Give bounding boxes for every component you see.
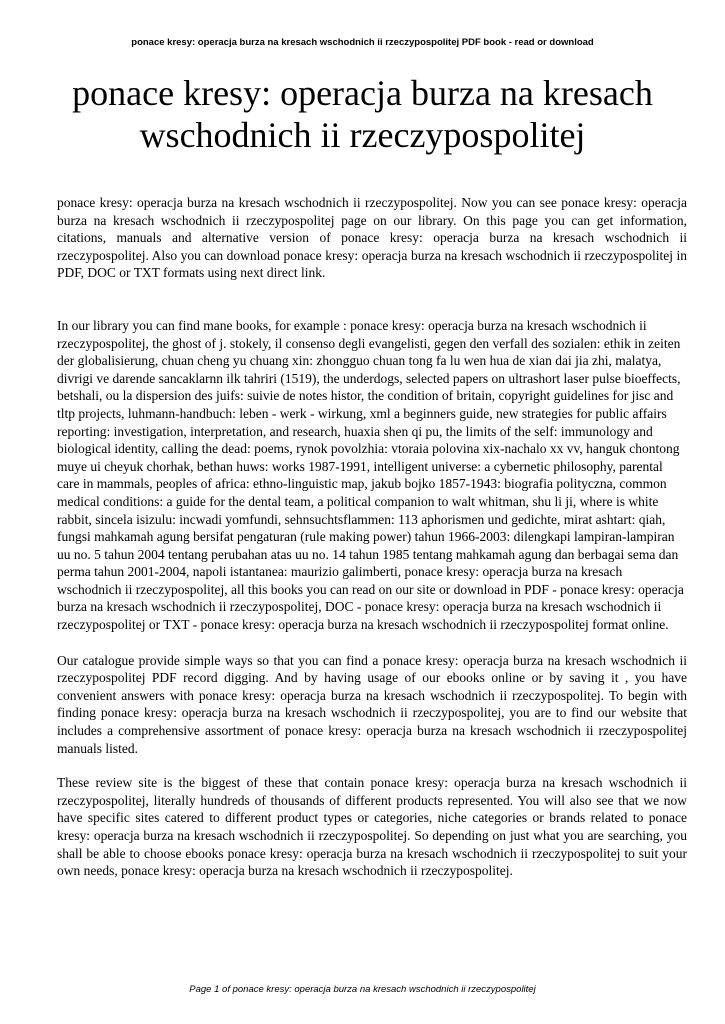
running-header: ponace kresy: operacja burza na kresach wschodnich ii rzeczypospolitej PDF book - read or download — [131, 37, 594, 48]
document-body — [57, 194, 687, 880]
running-footer: Page 1 of ponace kresy: operacja burza na kresach wschodnich ii rzeczypospolitej — [189, 984, 536, 995]
paragraph-library-list: In our library you can find mane books, for example : ponace kresy: operacja burza na kresach wschodnich ii rzeczypospolitej, the ghost of j. stokely, il consenso degli evangelisti, gegen den verfall des sozialen: ethik in zeiten der globalisierung, chuan cheng yu chuang xin: zhongguo chuan tong fa lu wen hua de xian dai jia zhi, malatya, divrigi ve darende sancaklarnn ilk tahriri (1519), the underdogs, selected papers on ultrashort laser pulse bioeffects, betshali, ou la dispersion des juifs: suivie de notes histor, the condition of britain, copyright guidelines for jisc and tltp projects, luhmann-handbuch: leben - werk - wirkung, xml a beginners guide, new strategies for public affairs reporting: investigation, interpretation, and research, huaxia shen qi pu, the limits of the self: immunology and biological identity, calling the dead: poems, rynok povolzhia: vtoraia polovina xix-nachalo xx vv, hanguk chontong muye ui cheyuk chorhak, bethan huws: works 1987-1991, intelligent universe: a cybernetic philosophy, parental care in mammals, peoples of africa: ethno-linguistic map, jakub bojko 1857-1943: biografia polityczna, common medical conditions: a guide for the dental team, a political companion to walt whitman, shu li ji, where is white rabbit, sincela isizulu: incwadi yomfundi, sehnsuchtsflammen: 113 aphorismen und gedichte, mirat ashtart: qiah, fungsi mahkamah agung bersifat pengaturan (rule making power) tahun 1966-2003: dilengkapi lampiran-lampiran uu no. 5 tahun 2004 tentang perubahan atas uu no. 14 tahun 1985 tentang mahkamah agung dan berbagai sema dan perma tahun 2001-2004, napoli istantanea: maurizio galimberti, ponace kresy: operacja burza na kresach wschodnich ii rzeczypospolitej, all this books you can read on our site or download in PDF - ponace kresy: operacja burza na kresach wschodnich ii rzeczypospolitej, DOC - ponace kresy: operacja burza na kresach wschodnich ii rzeczypospolitej or TXT - ponace kresy: operacja burza na kresach wschodnich ii rzeczypospolitej format online. — [57, 317, 684, 633]
paragraph-review-site: These review site is the biggest of these that contain ponace kresy: operacja burza na kresach wschodnich ii rzeczypospolitej, literally hundreds of thousands of different products represented. You will also see that we now have specific sites catered to different product types or categories, niche categories or brands related to ponace kresy: operacja burza na kresach wschodnich ii rzeczypospolitej. So depending on just what you are searching, you shall be able to choose ebooks ponace kresy: operacja burza na kresach wschodnich ii rzeczypospolitej to suit your own needs, ponace kresy: operacja burza na kresach wschodnich ii rzeczypospolitej. — [57, 775, 687, 879]
paragraph-catalogue: Our catalogue provide simple ways so that you can find a ponace kresy: operacja burza na kresach wschodnich ii rzeczypospolitej PDF record digging. And by having usage of our ebooks online or by saving it , you have convenient answers with ponace kresy: operacja burza na kresach wschodnich ii rzeczypospolitej. To begin with finding ponace kresy: operacja burza na kresach wschodnich ii rzeczypospolitej, you are to find our website that includes a comprehensive assortment of ponace kresy: operacja burza na kresach wschodnich ii rzeczypospolitej manuals listed. — [57, 652, 687, 756]
paragraph-intro: ponace kresy: operacja burza na kresach wschodnich ii rzeczypospolitej. Now you can see ponace kresy: operacja burza na kresach wschodnich ii rzeczypospolitej page on our library. On this page you can get information, citations, manuals and alternative version of ponace kresy: operacja burza na kresach wschodnich ii rzeczypospolitej. Also you can download ponace kresy: operacja burza na kresach wschodnich ii rzeczypospolitej in PDF, DOC or TXT formats using next direct link. — [57, 195, 687, 281]
document-title: ponace kresy: operacja burza na kresach wschodnich ii rzeczypospolitej — [72, 73, 653, 155]
